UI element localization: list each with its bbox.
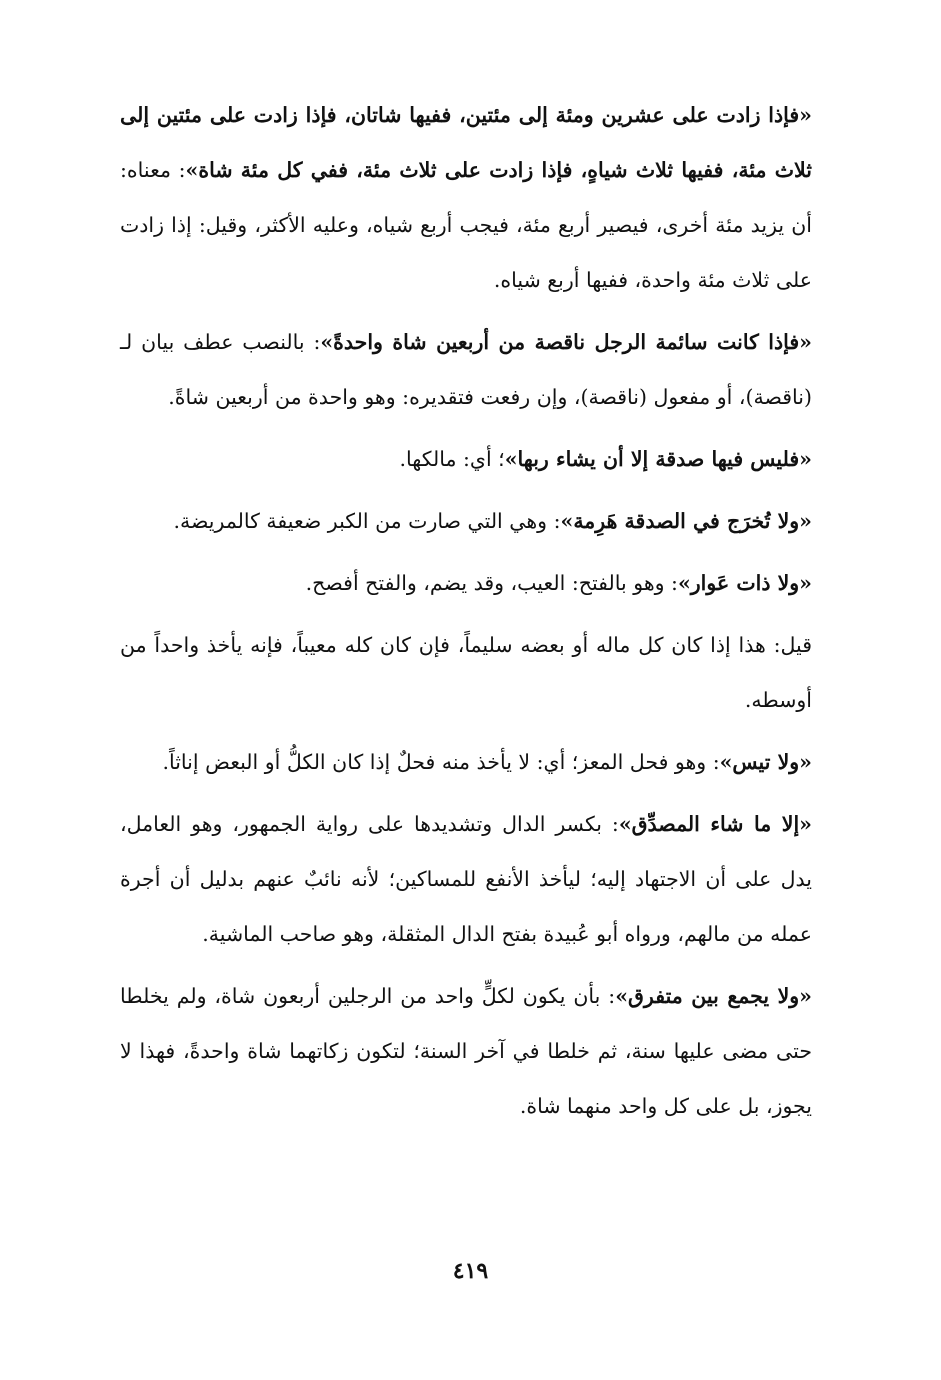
page-body xyxy=(120,88,838,1141)
commentary-text: قيل: هذا إذا كان كل ماله أو بعضه سليماً، فإن كان كله معيباً، فإنه يأخذ واحداً من أوسطه. xyxy=(120,633,812,712)
paragraph xyxy=(120,969,838,1134)
commentary-text: : بأن يكون لكلٍّ واحد من الرجلين أربعون شاة، ولم يخلطا حتى مضى عليها سنة، ثم خلطا في آخر السنة؛ لتكون زكاتهما شاة واحدةً، فهذا لا يجوز، بل على كل واحد منهما شاة. xyxy=(120,984,812,1118)
hadith-lemma: «ولا ذات عَوار» xyxy=(677,571,812,595)
hadith-lemma: «ولا يجمع بين متفرق» xyxy=(615,984,812,1008)
paragraph xyxy=(120,735,838,790)
hadith-lemma: «فليس فيها صدقة إلا أن يشاء ربها» xyxy=(504,447,812,471)
paragraph xyxy=(120,88,838,308)
hadith-lemma: «ولا تيس» xyxy=(719,750,812,774)
paragraph xyxy=(120,494,838,549)
commentary-text: : بالنصب عطف بيان لـ (ناقصة)، أو مفعول (ناقصة)، وإن رفعت فتقديره: وهو واحدة من أربعين شاةً. xyxy=(120,330,812,409)
commentary-text: : وهي التي صارت من الكبر ضعيفة كالمريضة. xyxy=(173,509,561,533)
hadith-lemma: «فإذا زادت على عشرين ومئة إلى مئتين، ففيها شاتان، فإذا زادت على مئتين إلى ثلاث مئة، ففيها ثلاث شياهٍ، فإذا زادت على ثلاث مئة، ففي كل مئة شاة» xyxy=(120,103,812,182)
commentary-text: : وهو بالفتح: العيب، وقد يضم، والفتح أفصح. xyxy=(305,571,678,595)
paragraph xyxy=(120,315,838,425)
hadith-lemma: «فإذا كانت سائمة الرجل ناقصة من أربعين شاة واحدةً» xyxy=(320,330,812,354)
paragraph xyxy=(120,556,838,611)
paragraph xyxy=(120,797,838,962)
hadith-lemma: «ولا تُخرَج في الصدقة هَرِمة» xyxy=(560,509,812,533)
paragraph xyxy=(120,432,838,487)
commentary-text: ؛ أي: مالكها. xyxy=(399,447,505,471)
commentary-text: : وهو فحل المعز؛ أي: لا يأخذ منه فحلٌ إذا كان الكلُّ أو البعض إناثاً. xyxy=(162,750,720,774)
hadith-lemma: «إلا ما شاء المصدِّق» xyxy=(618,812,812,836)
paragraph xyxy=(120,618,838,728)
commentary-text: : معناه: أن يزيد مئة أخرى، فيصير أربع مئة، فيجب أربع شياه، وعليه الأكثر، وقيل: إذا زادت على ثلاث مئة واحدة، ففيها أربع شياه. xyxy=(120,158,812,292)
commentary-text: : بكسر الدال وتشديدها على رواية الجمهور، وهو العامل، يدل على أن الاجتهاد إليه؛ ليأخذ الأنفع للمساكين؛ لأنه نائبٌ عنهم بدليل أن أجرة عمله من مالهم، ورواه أبو عُبيدة بفتح الدال المثقلة، وهو صاحب الماشية. xyxy=(120,812,812,946)
page-number: ٤١٩ xyxy=(452,1258,489,1284)
